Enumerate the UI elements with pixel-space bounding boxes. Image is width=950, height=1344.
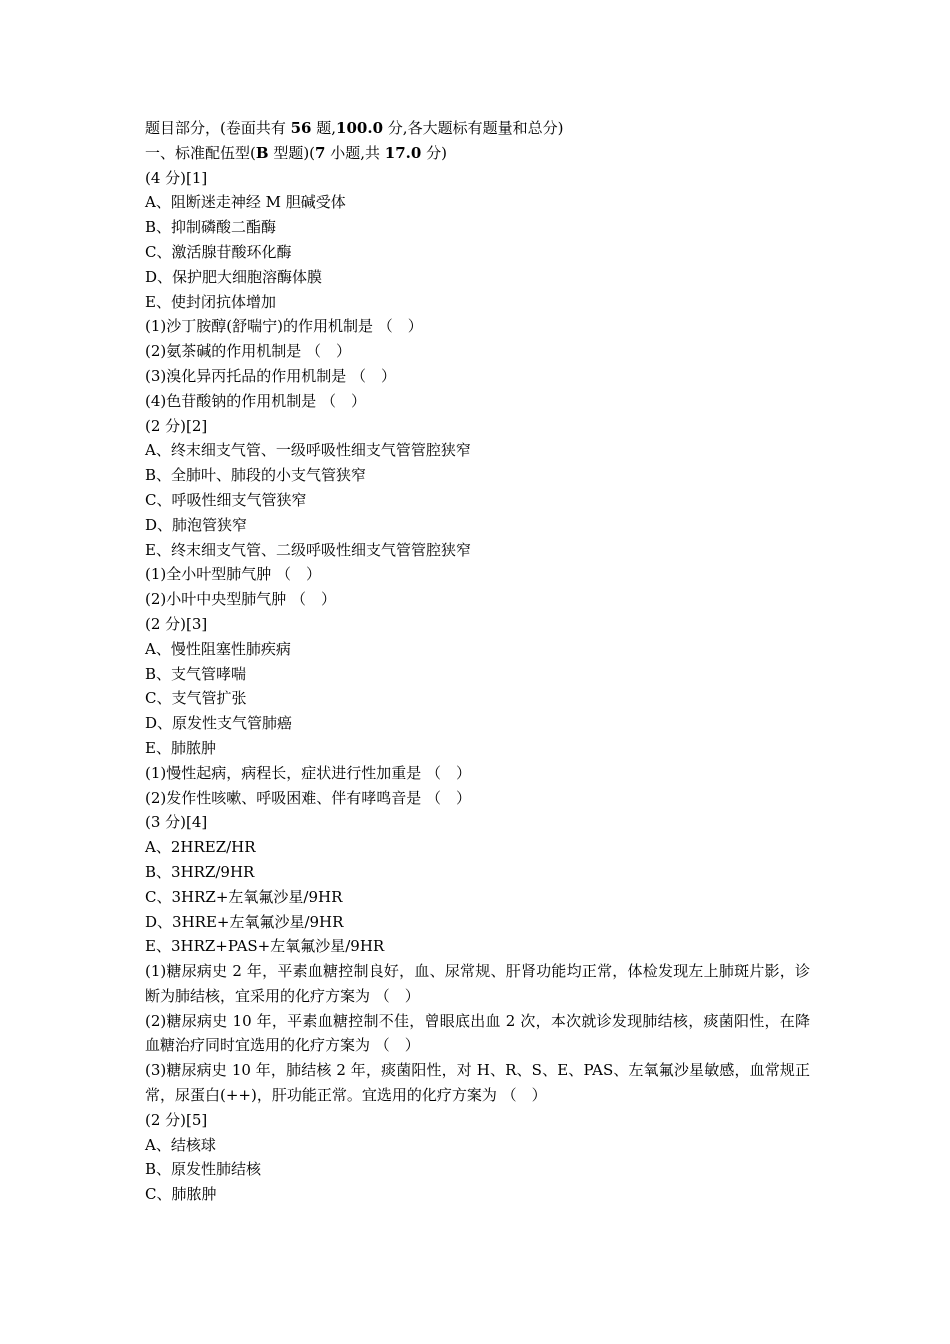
option-line: A、2HREZ/HR bbox=[145, 838, 256, 857]
section-type: B bbox=[255, 143, 269, 162]
option-line: B、支气管哮喘 bbox=[145, 664, 247, 683]
question-header: (4 分)[1] bbox=[145, 168, 208, 187]
sub-question: (1)全小叶型肺气肿 （ ） bbox=[145, 565, 322, 584]
option-line: D、3HRE+左氧氟沙星/9HR bbox=[145, 912, 344, 931]
option-line: B、3HRZ/9HR bbox=[145, 862, 255, 881]
sub-question: (4)色苷酸钠的作用机制是 （ ） bbox=[145, 391, 367, 410]
option-line: C、肺脓肿 bbox=[145, 1185, 217, 1204]
option-line: C、呼吸性细支气管狭窄 bbox=[145, 490, 307, 509]
option-line: E、3HRZ+PAS+左氧氟沙星/9HR bbox=[145, 937, 385, 956]
exam-intro bbox=[145, 116, 810, 141]
section-text: 一、标准配伍型( bbox=[145, 143, 256, 162]
document-body bbox=[145, 116, 810, 1207]
question-count: 56 bbox=[290, 119, 312, 137]
intro-text: 题, bbox=[311, 119, 337, 137]
sub-question: (1)沙丁胺醇(舒喘宁)的作用机制是 （ ） bbox=[145, 317, 423, 336]
section-text: 小题,共 bbox=[325, 143, 385, 162]
option-line: D、肺泡管狭窄 bbox=[145, 515, 248, 534]
sub-question: (2)氨茶碱的作用机制是 （ ） bbox=[145, 342, 352, 361]
sub-question: (3)糖尿病史 10 年，肺结核 2 年，痰菌阳性，对 H、R、S、E、PAS、左氧氟沙星敏感，血常规正常，尿蛋白(++)，肝功能正常。宜选用的化疗方案为 （ ） bbox=[145, 1061, 810, 1105]
option-line: C、3HRZ+左氧氟沙星/9HR bbox=[145, 887, 343, 906]
total-score: 100.0 bbox=[336, 119, 384, 137]
section-score: 17.0 bbox=[384, 143, 422, 162]
option-line: B、原发性肺结核 bbox=[145, 1160, 262, 1179]
question-header: (2 分)[3] bbox=[145, 614, 208, 633]
option-line: A、终末细支气管、一级呼吸性细支气管管腔狭窄 bbox=[145, 441, 471, 460]
sub-question: (3)溴化异丙托品的作用机制是 （ ） bbox=[145, 366, 397, 385]
option-line: B、全肺叶、肺段的小支气管狭窄 bbox=[145, 466, 367, 485]
question-header: (2 分)[2] bbox=[145, 416, 208, 435]
section-heading bbox=[145, 141, 810, 166]
sub-question: (1)糖尿病史 2 年，平素血糖控制良好，血、尿常规、肝肾功能均正常，体检发现左上肺斑片影，诊断为肺结核，宜采用的化疗方案为 （ ） bbox=[145, 962, 810, 1005]
question-header: (3 分)[4] bbox=[145, 813, 208, 832]
sub-question: (2)发作性咳嗽、呼吸困难、伴有哮鸣音是 （ ） bbox=[145, 788, 472, 807]
option-line: B、抑制磷酸二酯酶 bbox=[145, 218, 277, 237]
section-text: 型题)( bbox=[268, 143, 316, 162]
option-line: D、保护肥大细胞溶酶体膜 bbox=[145, 267, 323, 286]
question-header: (2 分)[5] bbox=[145, 1110, 208, 1129]
option-line: A、慢性阻塞性肺疾病 bbox=[145, 639, 291, 658]
intro-text: 题目部分，(卷面共有 bbox=[145, 119, 291, 137]
option-line: E、使封闭抗体增加 bbox=[145, 292, 276, 311]
section-count: 7 bbox=[315, 143, 326, 162]
sub-question: (2)小叶中央型肺气肿 （ ） bbox=[145, 590, 337, 609]
option-line: C、支气管扩张 bbox=[145, 689, 247, 708]
option-line: A、结核球 bbox=[145, 1135, 216, 1154]
option-line: E、肺脓肿 bbox=[145, 738, 216, 757]
option-line: E、终末细支气管、二级呼吸性细支气管管腔狭窄 bbox=[145, 540, 471, 559]
option-line: A、阻断迷走神经 M 胆碱受体 bbox=[145, 193, 346, 212]
section-text: 分) bbox=[421, 143, 447, 162]
option-line: D、原发性支气管肺癌 bbox=[145, 714, 293, 733]
intro-text: 分,各大题标有题量和总分) bbox=[383, 119, 564, 137]
option-line: C、激活腺苷酸环化酶 bbox=[145, 242, 292, 261]
sub-question: (2)糖尿病史 10 年，平素血糖控制不佳，曾眼底出血 2 次，本次就诊发现肺结核，痰菌阳性，在降血糖治疗同时宜选用的化疗方案为 （ ） bbox=[145, 1011, 810, 1055]
sub-question: (1)慢性起病，病程长，症状进行性加重是 （ ） bbox=[145, 763, 472, 782]
